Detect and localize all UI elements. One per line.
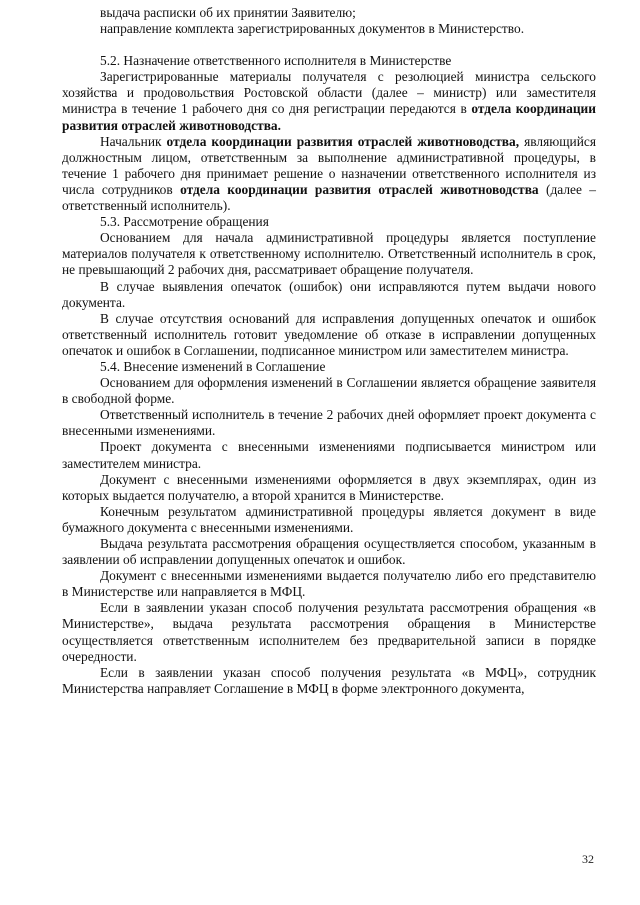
paragraph-text: являющийся должностным лицом, ответственным за выполнение административной процедуры, в течение 1 рабочего дня принимает решение о назначении ответственного исполнителя из числа сотрудников	[62, 133, 596, 197]
paragraph-text: (далее – ответственный исполнитель).	[62, 181, 597, 214]
section-5-4-heading: 5.4. Внесение изменений в Соглашение	[100, 358, 326, 374]
section-5-2-paragraph-1	[62, 69, 596, 133]
paragraph-text: Зарегистрированные материалы получателя с резолюцией министра сельского хозяйства и продовольствия Ростовской области (далее – министр) или заместителя министра в течение 1 рабочего дня со дня регистрации передаются в	[62, 69, 596, 117]
section-5-3-heading: 5.3. Рассмотрение обращения	[100, 214, 269, 230]
section-5-4-paragraph: Конечным результатом административной процедуры является документ в виде бумажного документа с внесенными изменениями.	[62, 503, 596, 535]
bold-department: отдела координации развития отраслей животноводства	[180, 181, 539, 197]
bold-department: отдела координации развития отраслей животноводства.	[62, 101, 596, 133]
section-5-2-paragraph-2	[62, 134, 596, 214]
page-number: 32	[582, 852, 594, 866]
section-5-4-paragraph: Если в заявлении указан способ получения результата «в МФЦ», сотрудник Министерства направляет Соглашение в МФЦ в форме электронного документа,	[62, 664, 596, 696]
section-5-2-heading: 5.2. Назначение ответственного исполнителя в Министерстве	[100, 53, 452, 69]
section-5-3-paragraph: В случае отсутствия оснований для исправления допущенных опечаток и ошибок ответственный исполнитель готовит уведомление об отказе в исправлении допущенных опечаток и ошибок в Соглашении, подписанное министром или заместителем министра.	[62, 310, 596, 358]
section-5-4-paragraph: Проект документа с внесенными изменениями подписывается министром или заместителем министра.	[62, 439, 596, 471]
section-5-4-paragraph: Если в заявлении указан способ получения результата рассмотрения обращения «в Министерстве», выдача результата рассмотрения обращения в Министерстве осуществляется ответственным исполнителем без предварительной записи в порядке очередности.	[62, 600, 596, 664]
paragraph-text: Начальник	[100, 133, 167, 149]
section-5-4-paragraph: Выдача результата рассмотрения обращения осуществляется способом, указанным в заявлении об исправлении допущенных опечаток и ошибок.	[62, 536, 596, 568]
section-5-3-paragraph: В случае выявления опечаток (ошибок) они исправляются путем выдачи нового документа.	[62, 278, 596, 310]
bold-department: отдела координации развития отраслей животноводства,	[166, 133, 520, 149]
line-forwarding: направление комплекта зарегистрированных документов в Министерство.	[100, 21, 525, 37]
section-5-3-paragraph: Основанием для начала административной процедуры является поступление материалов получателя к ответственному исполнителю. Ответственный исполнитель в срок, не превышающий 2 рабочих дня, рассматривает обращение получателя.	[62, 230, 596, 278]
section-5-4-paragraph: Основанием для оформления изменений в Соглашении является обращение заявителя в свободной форме.	[62, 375, 596, 407]
section-5-4-paragraph: Ответственный исполнитель в течение 2 рабочих дней оформляет проект документа с внесенными изменениями.	[62, 407, 596, 439]
section-5-4-paragraph: Документ с внесенными изменениями оформляется в двух экземплярах, один из которых выдается получателю, а второй хранится в Министерстве.	[62, 471, 596, 503]
blank-line	[62, 37, 596, 53]
section-5-4-paragraph: Документ с внесенными изменениями выдается получателю либо его представителю в Министерстве или направляется в МФЦ.	[62, 568, 596, 600]
line-receipt: выдача расписки об их принятии Заявителю;	[100, 5, 356, 20]
